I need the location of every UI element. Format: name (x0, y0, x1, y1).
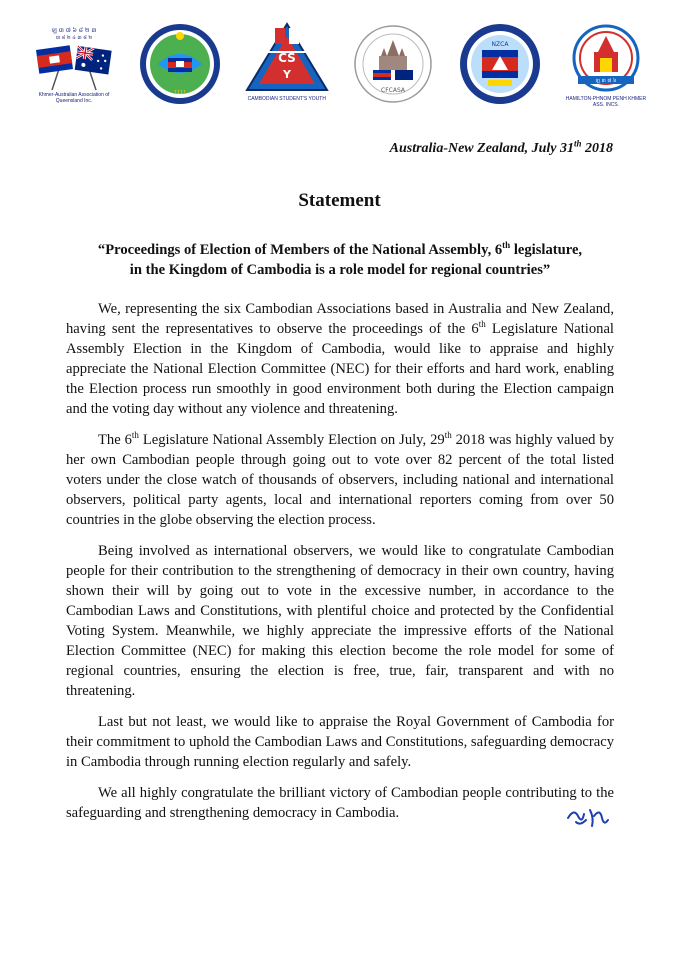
association-seal-logo-5 (456, 22, 544, 110)
hamilton-phnom-penh-khmer-assoc-logo (562, 22, 650, 110)
shield-emblem-icon (564, 22, 648, 96)
statement-body (66, 299, 614, 834)
svg-text:1111: 1111 (174, 90, 187, 96)
handwritten-signature (566, 804, 610, 830)
svg-text:ឡ ៣ ៧ ៦ ៨ ២ ៣: ឡ ៣ ៧ ៦ ៨ ២ ៣ (51, 27, 97, 34)
svg-text:ឡ ៣ ៧ ៦: ឡ ៣ ៧ ៦ (595, 78, 617, 84)
khmer-australian-association-logo (30, 22, 118, 110)
logo-caption: HAMILTON-PHNOM PENH KHMER ASS. INCS. (565, 96, 647, 108)
svg-text:NZCA: NZCA (491, 41, 509, 48)
round-seal-icon (458, 22, 542, 106)
angkor-seal-icon (351, 22, 435, 106)
round-seal-icon (138, 22, 222, 106)
paragraph-2: The 6th Legislature National Assembly Election on July, 29th 2018 was highly valued by her own Cambodian people through going out to vote over 82 percent of the total listed voters under the close watch of thousands of observers, including national and international observers, political party agents, local and international reporters coming from over 50 countries in the globe observing the election process. (66, 430, 614, 528)
logo-caption: Khmer-Australian Association of Queensland Inc. (38, 92, 110, 104)
logo-caption: CAMBODIAN STUDENT'S YOUTH (247, 96, 326, 102)
paragraph-4: Last but not least, we would like to appraise the Royal Government of Cambodia for their commitment to uphold the Cambodian Laws and Constitutions, safeguarding democracy in Cambodia through running election regularly and safely. (66, 714, 614, 770)
cambodian-students-youth-logo (243, 22, 331, 110)
crossed-flags-icon (32, 22, 116, 92)
paragraph-1: We, representing the six Cambodian Associations based in Australia and New Zealand, having sent the representatives to observe the proceedings of the 6th Legislature National Assembly Election in the Kingdom of Cambodia, would like to appraise and highly appreciate the National Election Committee (NEC) for their efforts and hard work, enabling the Election process run smoothly in good environment both during the Election campaign and the voting day without any violence and threatening. (66, 301, 614, 417)
page-title: Statement (298, 190, 381, 211)
triangle-emblem-icon (245, 22, 329, 96)
document-date: Australia-New Zealand, July 31th 2018 (389, 138, 613, 156)
logo-caption: CFCASA (381, 87, 406, 94)
logo-row (30, 22, 650, 112)
cfcasa-logo (349, 22, 437, 110)
svg-text:CS: CS (277, 51, 296, 65)
association-seal-logo-2 (136, 22, 224, 110)
paragraph-5: We all highly congratulate the brilliant victory of Cambodian people contributing to the safeguarding and strengthening democracy in Cambodia. (66, 785, 614, 821)
statement-subtitle: “Proceedings of Election of Members of the National Assembly, 6th legislature, in the Kingdom of Cambodia is a role model for regional countries” (97, 240, 583, 278)
svg-text:Y: Y (282, 68, 291, 81)
paragraph-3: Being involved as international observers, we would like to congratulate Cambodian people for their contribution to the strengthening of democracy in their own country, having shown their will by going out to vote in the excessive number, in accordance to the Cambodian Laws and Constitutions, with plentiful choice and protected by the Confidential Voting System. Meanwhile, we highly appreciate the impressive efforts of the National Election Committee (NEC) for making this election become the role model for some of regional countries, ensuring the election is free, true, fair, transparent and with no threatening. (66, 543, 614, 699)
svg-text:៣ ៨ ២ ៤ ៣ ៨ ២: ៣ ៨ ២ ៤ ៣ ៨ ២ (55, 35, 93, 41)
